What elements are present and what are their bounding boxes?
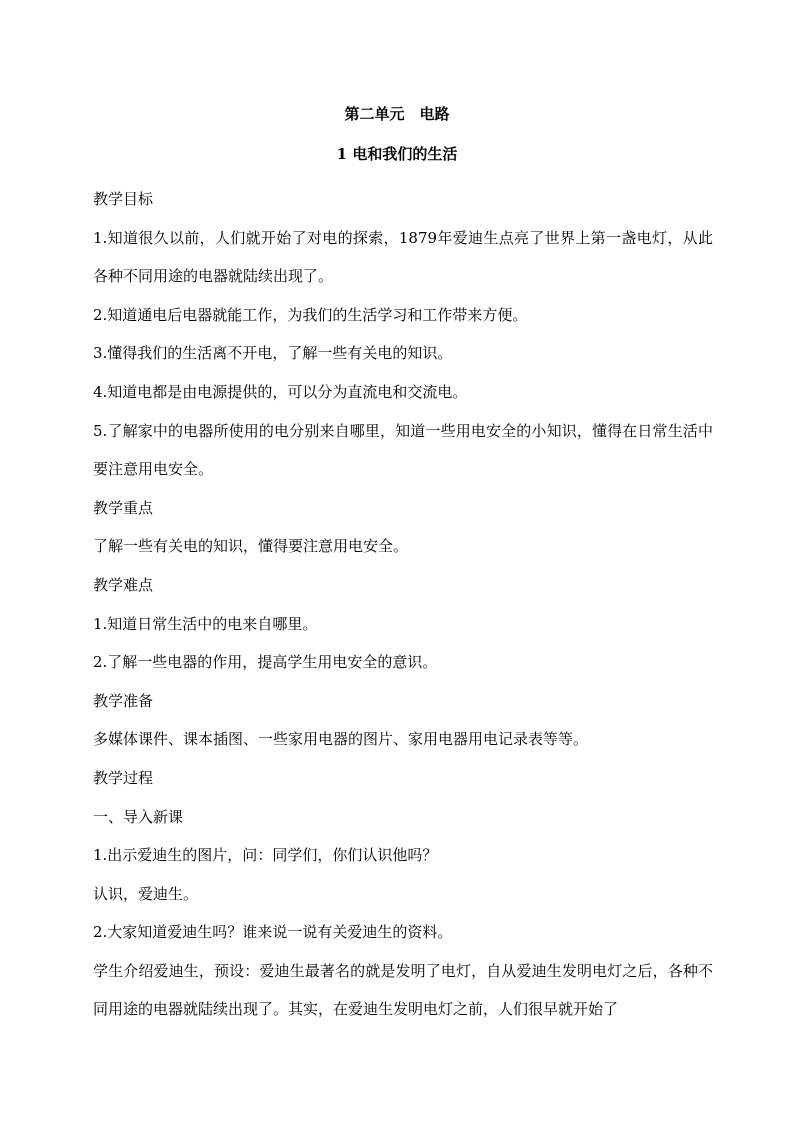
lesson-title: 1 电和我们的生活	[336, 145, 458, 163]
objective-3: 3.懂得我们的生活离不开电，了解一些有关电的知识。	[93, 344, 453, 363]
objective-5: 5.了解家中的电器所使用的电分别来自哪里，知道一些用电安全的小知识，懂得在日常生活中要注意用电安全。	[93, 421, 713, 479]
objective-4: 4.知道电都是由电源提供的，可以分为直流电和交流电。	[93, 382, 468, 401]
section-heading-preparation: 教学准备	[93, 691, 154, 710]
process-item-1: 1.出示爱迪生的图片，问：同学们，你们认识他吗？	[93, 846, 438, 865]
objective-1: 1.知道很久以前，人们就开始了对电的探索，1879年爱迪生点亮了世界上第一盏电灯，从此各种不同用途的电器就陆续出现了。	[93, 228, 713, 286]
key-points-text: 了解一些有关电的知识，懂得要注意用电安全。	[93, 537, 409, 556]
difficulty-1: 1.知道日常生活中的电来自哪里。	[93, 614, 318, 633]
process-step-heading-intro: 一、导入新课	[93, 807, 184, 826]
process-item-2: 2.大家知道爱迪生吗？谁来说一说有关爱迪生的资料。	[93, 923, 453, 942]
process-answer-1: 认识，爱迪生。	[93, 884, 199, 903]
preparation-text: 多媒体课件、课本插图、一些家用电器的图片、家用电器用电记录表等等。	[93, 730, 589, 749]
process-answer-2: 学生介绍爱迪生，预设：爱迪生最著名的就是发明了电灯，自从爱迪生发明电灯之后，各种不同用途的电器就陆续出现了。其实，在爱迪生发明电灯之前，人们很早就开始了	[93, 961, 713, 1019]
section-heading-objectives: 教学目标	[93, 190, 154, 208]
section-heading-difficulties: 教学难点	[93, 575, 154, 594]
section-heading-key-points: 教学重点	[93, 498, 154, 517]
objective-2: 2.知道通电后电器就能工作，为我们的生活学习和工作带来方便。	[93, 305, 528, 324]
section-heading-process: 教学过程	[93, 768, 154, 787]
document-body	[93, 180, 713, 1029]
unit-title: 第二单元 电路	[344, 105, 450, 123]
difficulty-2: 2.了解一些电器的作用，提高学生用电安全的意识。	[93, 653, 438, 672]
